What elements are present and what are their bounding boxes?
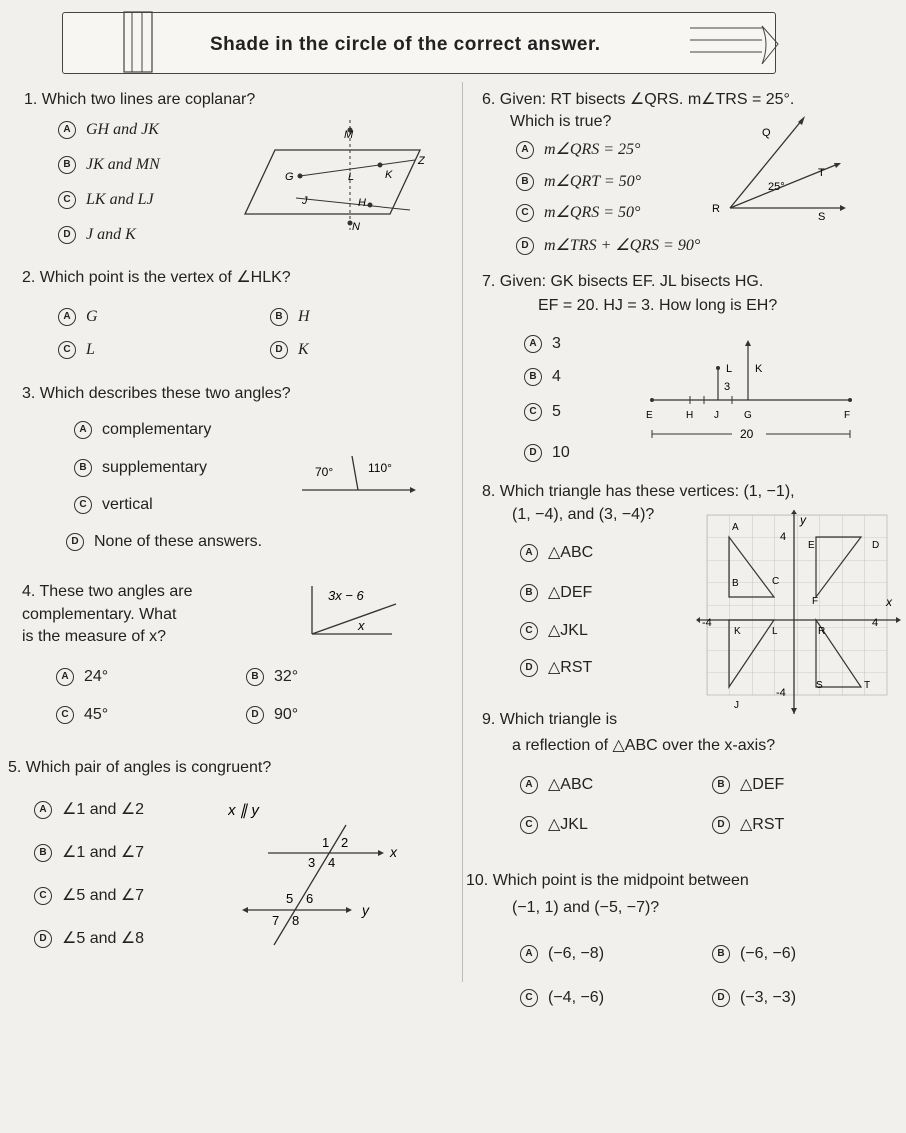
- option-bubble[interactable]: B: [712, 776, 730, 794]
- q7-option-a[interactable]: A 3: [524, 334, 561, 354]
- svg-text:Z: Z: [418, 155, 425, 167]
- svg-text:C: C: [772, 576, 780, 587]
- svg-text:R: R: [712, 203, 720, 215]
- option-bubble[interactable]: C: [516, 204, 534, 222]
- q10-question-line1: 10. Which point is the midpoint between: [466, 872, 749, 889]
- option-bubble[interactable]: A: [520, 544, 538, 562]
- svg-text:J: J: [302, 195, 308, 207]
- option-bubble[interactable]: C: [34, 887, 52, 905]
- q8-option-b[interactable]: B △DEF: [520, 583, 592, 603]
- option-bubble[interactable]: A: [58, 121, 76, 139]
- svg-text:G: G: [744, 410, 752, 421]
- svg-text:F: F: [844, 410, 851, 421]
- svg-text:K: K: [734, 626, 741, 637]
- q10-option-a[interactable]: A (−6, −8): [520, 944, 604, 964]
- svg-text:L: L: [772, 626, 778, 637]
- option-bubble[interactable]: A: [34, 801, 52, 819]
- q8-option-c[interactable]: C △JKL: [520, 621, 588, 641]
- svg-text:T: T: [818, 167, 825, 179]
- page-title: Shade in the circle of the correct answer.: [210, 34, 601, 55]
- svg-text:S: S: [818, 211, 826, 222]
- svg-text:x ∥ y: x ∥ y: [228, 802, 259, 819]
- q4-question-line3: is the measure of x?: [22, 628, 167, 645]
- svg-text:H: H: [686, 410, 694, 421]
- svg-text:70°: 70°: [315, 465, 334, 479]
- svg-text:F: F: [812, 596, 819, 607]
- svg-text:T: T: [864, 680, 871, 691]
- svg-text:y: y: [800, 513, 806, 527]
- svg-text:N: N: [352, 221, 360, 233]
- option-bubble[interactable]: D: [58, 226, 76, 244]
- q8-option-a[interactable]: A △ABC: [520, 543, 593, 563]
- q6-angle-figure: [710, 112, 850, 222]
- column-divider: [462, 82, 463, 982]
- q6-option-b[interactable]: B m∠QRT = 50°: [516, 172, 641, 192]
- option-bubble[interactable]: D: [524, 444, 542, 462]
- q4-option-d[interactable]: D 90°: [246, 705, 298, 725]
- q4-option-a[interactable]: A 24°: [56, 667, 108, 687]
- option-bubble[interactable]: A: [520, 776, 538, 794]
- q9-option-c[interactable]: C △JKL: [520, 815, 588, 835]
- option-bubble[interactable]: A: [516, 141, 534, 159]
- q7-segment-figure: [640, 338, 860, 448]
- q2-option-a[interactable]: A G: [58, 307, 98, 327]
- option-bubble[interactable]: D: [34, 930, 52, 948]
- option-bubble[interactable]: C: [56, 706, 74, 724]
- option-bubble[interactable]: C: [58, 191, 76, 209]
- q1-option-d[interactable]: D J and K: [58, 225, 136, 245]
- q5-option-a[interactable]: A ∠1 and ∠2: [34, 800, 144, 820]
- q6-option-c[interactable]: C m∠QRS = 50°: [516, 203, 640, 223]
- q6-option-d[interactable]: D m∠TRS + ∠QRS = 90°: [516, 236, 700, 256]
- svg-text:E: E: [808, 540, 815, 551]
- q1-option-b[interactable]: B JK and MN: [58, 155, 160, 175]
- option-bubble[interactable]: B: [246, 668, 264, 686]
- option-bubble[interactable]: B: [34, 844, 52, 862]
- svg-text:L: L: [726, 363, 733, 375]
- q3-option-a[interactable]: A complementary: [74, 420, 211, 440]
- q10-option-b[interactable]: B (−6, −6): [712, 944, 796, 964]
- svg-text:D: D: [872, 540, 880, 551]
- q10-option-c[interactable]: C (−4, −6): [520, 988, 604, 1008]
- q8-question-line2: (1, −4), and (3, −4)?: [512, 506, 655, 523]
- option-bubble[interactable]: B: [58, 156, 76, 174]
- q3-question: 3. Which describes these two angles?: [22, 385, 291, 402]
- q7-option-b[interactable]: B 4: [524, 367, 561, 387]
- svg-text:3: 3: [724, 381, 731, 393]
- q9-option-d[interactable]: D △RST: [712, 815, 784, 835]
- option-bubble[interactable]: C: [58, 341, 76, 359]
- option-bubble[interactable]: C: [524, 403, 542, 421]
- q4-option-b[interactable]: B 32°: [246, 667, 298, 687]
- svg-text:H: H: [358, 197, 366, 209]
- q3-angle-figure: [300, 452, 420, 502]
- svg-text:K: K: [755, 363, 763, 375]
- svg-text:25°: 25°: [768, 181, 785, 193]
- option-bubble[interactable]: C: [520, 622, 538, 640]
- option-bubble[interactable]: A: [74, 421, 92, 439]
- q2-option-c[interactable]: C L: [58, 340, 95, 360]
- q5-option-d[interactable]: D ∠5 and ∠8: [34, 929, 144, 949]
- q5-option-c[interactable]: C ∠5 and ∠7: [34, 886, 144, 906]
- q8-option-d[interactable]: D △RST: [520, 658, 592, 678]
- svg-text:K: K: [385, 169, 393, 181]
- svg-text:S: S: [816, 680, 823, 691]
- q8-coordinate-grid: [696, 510, 902, 716]
- svg-text:110°: 110°: [368, 461, 392, 475]
- q9-question-line1: 9. Which triangle is: [482, 711, 618, 728]
- option-bubble[interactable]: A: [524, 335, 542, 353]
- option-bubble[interactable]: D: [520, 659, 538, 677]
- q6-question-line2: Which is true?: [510, 113, 612, 130]
- q7-question-line2: EF = 20. HJ = 3. How long is EH?: [538, 297, 778, 314]
- svg-text:4: 4: [328, 855, 336, 870]
- svg-text:6: 6: [306, 891, 314, 906]
- q4-question-line1: 4. These two angles are: [22, 583, 193, 600]
- q2-question: 2. Which point is the vertex of ∠HLK?: [22, 269, 291, 286]
- svg-text:y: y: [362, 902, 369, 918]
- svg-text:A: A: [732, 522, 739, 533]
- q10-option-d[interactable]: D (−3, −3): [712, 988, 796, 1008]
- q7-option-d[interactable]: D 10: [524, 443, 570, 463]
- svg-text:J: J: [734, 700, 739, 711]
- svg-text:Q: Q: [762, 127, 771, 139]
- svg-text:20: 20: [740, 427, 754, 441]
- option-bubble[interactable]: B: [516, 173, 534, 191]
- q1-option-c[interactable]: C LK and LJ: [58, 190, 154, 210]
- svg-text:8: 8: [292, 913, 300, 928]
- q8-question-line1: 8. Which triangle has these vertices: (1, −1),: [482, 483, 795, 500]
- q9-option-b[interactable]: B △DEF: [712, 775, 784, 795]
- svg-text:G: G: [285, 171, 294, 183]
- option-bubble[interactable]: B: [74, 459, 92, 477]
- option-bubble[interactable]: B: [520, 584, 538, 602]
- svg-text:3x − 6: 3x − 6: [328, 588, 364, 603]
- option-bubble[interactable]: D: [66, 533, 84, 551]
- svg-text:R: R: [818, 626, 826, 637]
- q9-option-a[interactable]: A △ABC: [520, 775, 593, 795]
- svg-text:B: B: [732, 578, 739, 589]
- q2-option-b[interactable]: B H: [270, 307, 310, 327]
- svg-text:1: 1: [322, 835, 330, 850]
- q5-question: 5. Which pair of angles is congruent?: [8, 759, 272, 776]
- svg-text:5: 5: [286, 891, 294, 906]
- q3-option-c[interactable]: C vertical: [74, 495, 153, 515]
- q1-option-a[interactable]: A GH and JK: [58, 120, 159, 140]
- svg-text:x: x: [886, 595, 892, 609]
- option-bubble[interactable]: D: [712, 989, 730, 1007]
- option-bubble[interactable]: B: [524, 368, 542, 386]
- option-bubble[interactable]: C: [74, 496, 92, 514]
- option-bubble[interactable]: B: [270, 308, 288, 326]
- option-bubble[interactable]: C: [520, 816, 538, 834]
- q3-option-b[interactable]: B supplementary: [74, 458, 207, 478]
- q4-option-c[interactable]: C 45°: [56, 705, 108, 725]
- q1-plane-figure: [240, 118, 440, 248]
- option-bubble[interactable]: A: [58, 308, 76, 326]
- svg-text:L: L: [348, 171, 355, 183]
- svg-text:E: E: [646, 410, 653, 421]
- q4-angle-figure: [300, 582, 410, 642]
- svg-text:M: M: [344, 129, 354, 141]
- svg-text:7: 7: [272, 913, 280, 928]
- q6-question-line1: 6. Given: RT bisects ∠QRS. m∠TRS = 25°.: [482, 91, 795, 108]
- option-bubble[interactable]: A: [56, 668, 74, 686]
- option-bubble[interactable]: B: [712, 945, 730, 963]
- option-bubble[interactable]: D: [270, 341, 288, 359]
- svg-text:4: 4: [780, 531, 787, 543]
- q1-question: 1. Which two lines are coplanar?: [24, 91, 256, 108]
- q3-option-d[interactable]: D None of these answers.: [66, 532, 262, 552]
- option-bubble[interactable]: D: [712, 816, 730, 834]
- option-bubble[interactable]: C: [520, 989, 538, 1007]
- option-bubble[interactable]: D: [516, 237, 534, 255]
- svg-text:x: x: [358, 618, 365, 633]
- q7-question-line1: 7. Given: GK bisects EF. JL bisects HG.: [482, 273, 764, 290]
- svg-text:2: 2: [341, 835, 349, 850]
- q10-question-line2: (−1, 1) and (−5, −7)?: [512, 899, 660, 916]
- q4-question-line2: complementary. What: [22, 606, 177, 623]
- svg-text:x: x: [390, 844, 397, 860]
- q9-question-line2: a reflection of △ABC over the x-axis?: [512, 737, 776, 754]
- svg-text:-4: -4: [776, 687, 786, 699]
- q5-transversal-figure: [228, 795, 418, 965]
- q5-option-b[interactable]: B ∠1 and ∠7: [34, 843, 144, 863]
- q2-option-d[interactable]: D K: [270, 340, 309, 360]
- option-bubble[interactable]: A: [520, 945, 538, 963]
- svg-text:3: 3: [308, 855, 316, 870]
- svg-text:-4: -4: [702, 617, 712, 629]
- option-bubble[interactable]: D: [246, 706, 264, 724]
- q7-option-c[interactable]: C 5: [524, 402, 561, 422]
- svg-text:J: J: [714, 410, 719, 421]
- svg-text:4: 4: [872, 617, 879, 629]
- q6-option-a[interactable]: A m∠QRS = 25°: [516, 140, 640, 160]
